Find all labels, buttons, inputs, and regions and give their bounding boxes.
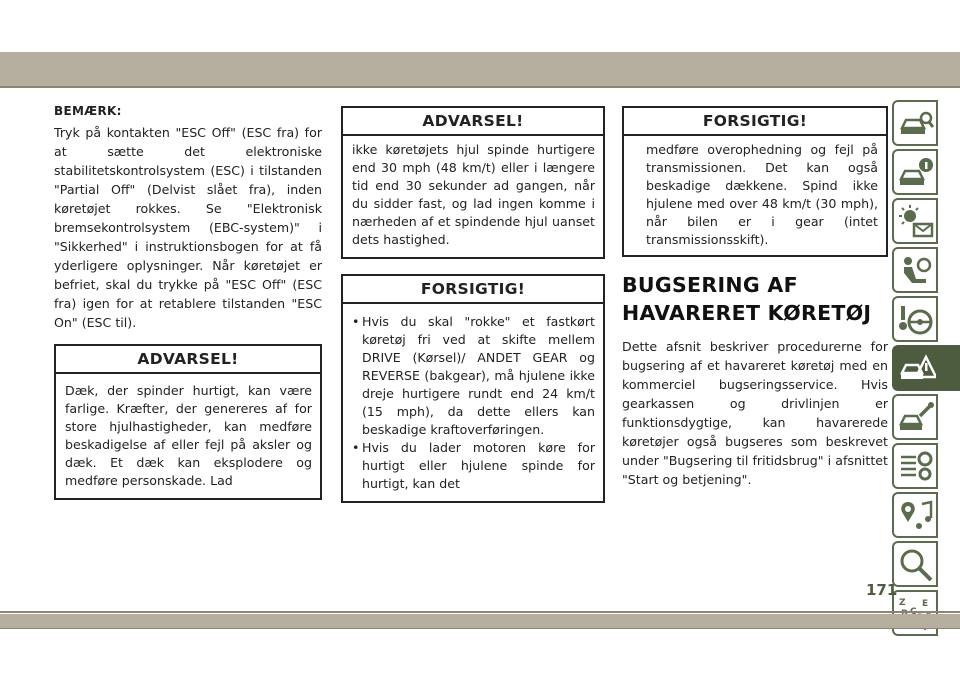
- list-item: • Hvis du lader motoren køre for hurtigt eller hjulene spinde for hurtigt, kan det: [352, 439, 595, 493]
- warning-box-continued: [341, 106, 605, 259]
- footer-bar: [0, 614, 960, 628]
- steering-wheel-icon: [898, 302, 934, 338]
- hazard-car-icon: [900, 351, 936, 387]
- index-letter: E: [922, 599, 929, 609]
- index-letter: Z: [899, 598, 906, 608]
- warning-title: ADVARSEL!: [56, 346, 320, 374]
- tab-servicing[interactable]: [892, 394, 938, 440]
- checklist-gear-icon: [898, 449, 934, 485]
- tab-safety[interactable]: [892, 247, 938, 293]
- warning-body: [343, 136, 603, 257]
- tab-car-info[interactable]: [892, 149, 938, 195]
- caution-title: FORSIGTIG!: [624, 108, 886, 136]
- caution-list: [352, 313, 595, 493]
- tab-multimedia[interactable]: [892, 492, 938, 538]
- music-navigation-icon: [898, 498, 934, 534]
- warning-title: ADVARSEL!: [343, 108, 603, 136]
- note-heading: BEMÆRK:: [54, 104, 122, 118]
- caution-body: [624, 136, 886, 255]
- note-text: Tryk på kontakten "ESC Off" (ESC fra) for at sætte det elektroniske stabilitetskontrolsystem (ESC) i tilstanden "Partial Off" (Delvist slået fra), inden køretøjet rokkes. Se "Elektronisk bremsekontrolsystem (EBC-system)" i "Sikkerhed" i instruktionsbogen for at få yderligere oplysninger. Når køretøjet er befriet, skal du trykke på "ESC Off" (ESC fra) igen for at retablere tilstanden "ESC On" (ESC til).: [54, 125, 322, 330]
- caution-body: [343, 304, 603, 501]
- page-number: 171: [866, 581, 898, 599]
- warning-lights-icon: [898, 204, 934, 240]
- header-rule: [0, 86, 960, 88]
- warning-body: [56, 374, 320, 498]
- section-text: Dette afsnit beskriver procedurerne for bugsering af et havareret køretøj med en kommerciel bugseringsservice. Hvis gearkassen og drivlinjen er funktionsdygtige, kan havarerede køretøjer også bugseres som beskrevet under "Bugsering til fritidsbrug" i afsnittet "Start og betjening".: [622, 339, 888, 487]
- magnifier-icon: [898, 547, 934, 583]
- top-margin: [0, 0, 960, 52]
- chapter-tabs: [892, 100, 942, 639]
- tab-warning-lights[interactable]: [892, 198, 938, 244]
- caution-box-continued: [622, 106, 888, 257]
- column-2: [341, 106, 605, 503]
- wrench-car-icon: [898, 400, 934, 436]
- tab-in-case-of-emergency[interactable]: [892, 345, 960, 391]
- list-item: • Hvis du skal "rokke" et fastkørt køretøj fri ved at skifte mellem DRIVE (Kørsel)/ ANDET GEAR og REVERSE (bakgear), må hjulene ikke dreje hurtigere rundt end 24 km/t (15 mph), da dette ellers kan beskadige kraftoverføringen.: [352, 313, 595, 439]
- column-3: [622, 106, 888, 489]
- car-info-icon: [898, 155, 934, 191]
- section-title: BUGSERING AF HAVARERET KØRETØJ: [622, 273, 872, 325]
- footer-rule: [0, 611, 960, 613]
- car-search-icon: [898, 106, 934, 142]
- column-1: [54, 102, 322, 500]
- caution-box: [341, 274, 605, 503]
- warning-text: Dæk, der spinder hurtigt, kan være farlige. Kræfter, der genereres af for store hjulhastigheder, kan medføre beskadigelse af eller fejl på aksler og dæk. Et dæk kan eksplodere og medføre personskade. Lad: [65, 383, 312, 488]
- tab-index[interactable]: [892, 590, 938, 636]
- tab-car-search[interactable]: [892, 100, 938, 146]
- tab-technical-specs[interactable]: [892, 443, 938, 489]
- warning-text: ikke køretøjets hjul spinde hurtigere end 30 mph (48 km/t) eller i længere tid end 30 sekunder ad gangen, når du sidder fast, og lad ingen komme i nærheden af et spindende hjul uanset dets hastighed.: [352, 142, 595, 247]
- airbag-person-icon: [898, 253, 934, 289]
- tab-driving[interactable]: [892, 296, 938, 342]
- header-bar: [0, 52, 960, 86]
- footer-rule: [0, 628, 960, 629]
- caution-title: FORSIGTIG!: [343, 276, 603, 304]
- caution-text: medføre overophedning og fejl på transmissionen. Det kan også beskadige dækkene. Spind ikke hjulene med over 48 km/t (30 mph), når bilen er i gear (intet transmissionsskift).: [646, 142, 878, 247]
- tab-search[interactable]: [892, 541, 938, 587]
- warning-box: [54, 344, 322, 500]
